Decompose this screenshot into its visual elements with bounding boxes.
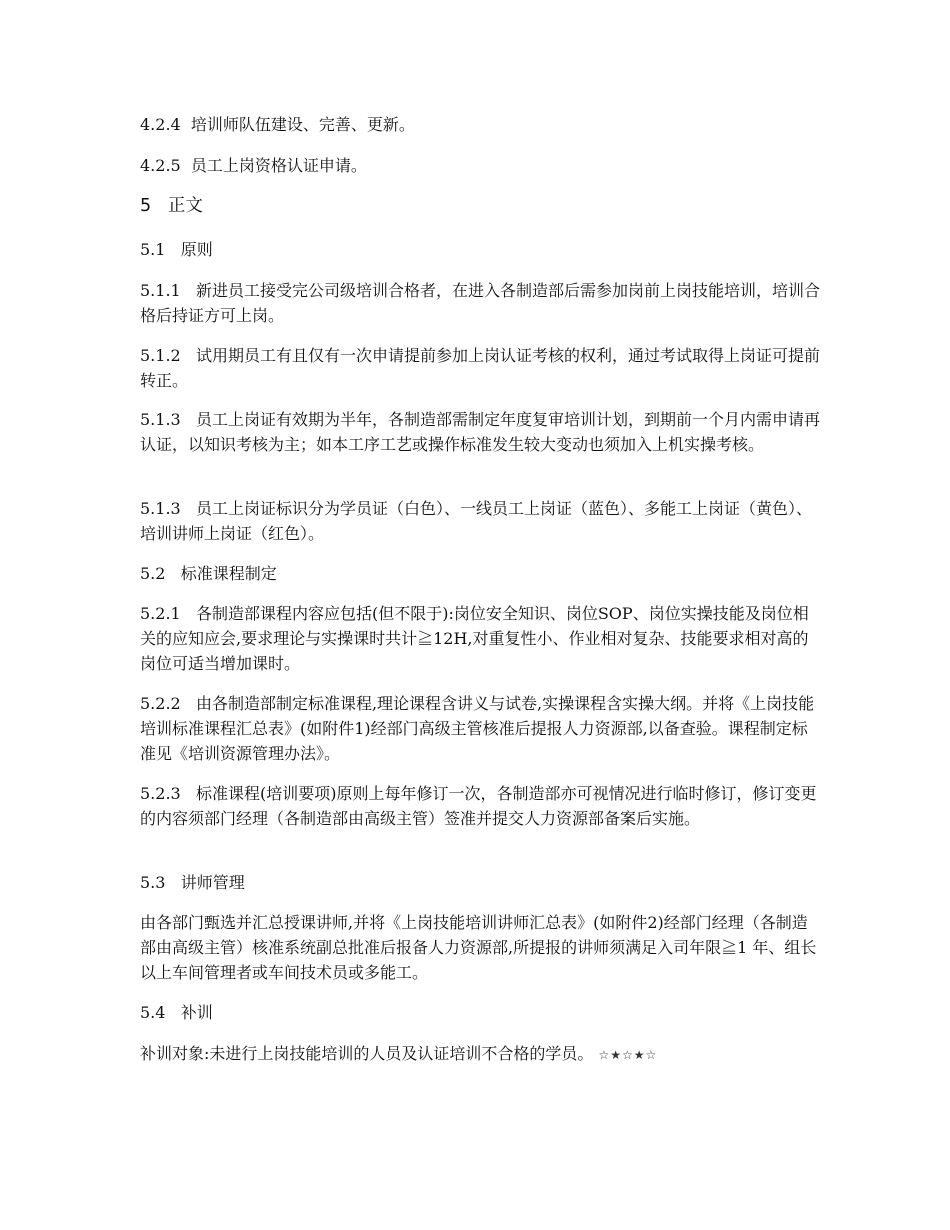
item-5-2-1: 5.2.1 各制造部课程内容应包括(但不限于):岗位安全知识、岗位SOP、岗位实操技能及岗位相关的应知应会,要求理论与实操课时共计≧12H,对重复性小、作业相对复杂、技能要求相对高的岗位可适当增加课时。 xyxy=(140,604,809,673)
retraining-body xyxy=(140,1041,820,1068)
item-4-2-4: 4.2.4 培训师队伍建设、完善、更新。 xyxy=(140,115,415,134)
item-5-2-2: 5.2.2 由各制造部制定标准课程,理论课程含讲义与试卷,实操课程含实操大纲。并将《上岗技能培训标准课程汇总表》(如附件1)经部门高级主管核准后提报人力资源部,以备查验。课程制定标准见《培训资源管理办法》。 xyxy=(140,694,815,763)
item-5-1-1: 5.1.1 新进员工接受完公司级培训合格者，在进入各制造部后需参加岗前上岗技能培训，培训合格后持证方可上岗。 xyxy=(140,281,820,325)
item-5-1-2: 5.1.2 试用期员工有且仅有一次申请提前参加上岗认证考核的权利，通过考试取得上岗证可提前转正。 xyxy=(140,346,820,390)
instructor-management-body: 由各部门甄选并汇总授课讲师,并将《上岗技能培训讲师汇总表》(如附件2)经部门经理（各制造部由高级主管）核准系统副总批准后报备人力资源部,所提报的讲师须满足入司年限≧1 年、组长以上车间管理者或车间技术员或多能工。 xyxy=(140,913,817,982)
section-heading-5-3: 5.3 讲师管理 xyxy=(140,873,245,892)
rating-stars: ☆★☆★☆ xyxy=(598,1048,658,1062)
item-5-1-3-badge-colors: 5.1.3 员工上岗证标识分为学员证（白色）、一线员工上岗证（蓝色）、多能工上岗证（黄色）、培训讲师上岗证（红色）。 xyxy=(140,499,812,543)
item-4-2-5: 4.2.5 员工上岗资格认证申请。 xyxy=(140,156,367,175)
section-heading-5-2: 5.2 标准课程制定 xyxy=(140,564,277,583)
item-5-2-3: 5.2.3 标准课程(培训要项)原则上每年修订一次，各制造部亦可视情况进行临时修订，修订变更的内容须部门经理（各制造部由高级主管）签准并提交人力资源部备案后实施。 xyxy=(140,784,817,828)
item-5-1-3-validity: 5.1.3 员工上岗证有效期为半年，各制造部需制定年度复审培训计划，到期前一个月内需申请再认证，以知识考核为主；如本工序工艺或操作标准发生较大变动也须加入上机实操考核。 xyxy=(140,410,820,454)
section-heading-5-1: 5.1 原则 xyxy=(140,240,213,259)
retraining-text: 补训对象:未进行上岗技能培训的人员及认证培训不合格的学员。 xyxy=(140,1044,594,1063)
section-heading-5-4: 5.4 补训 xyxy=(140,1003,213,1022)
section-heading-5: 5 正文 xyxy=(140,196,203,216)
